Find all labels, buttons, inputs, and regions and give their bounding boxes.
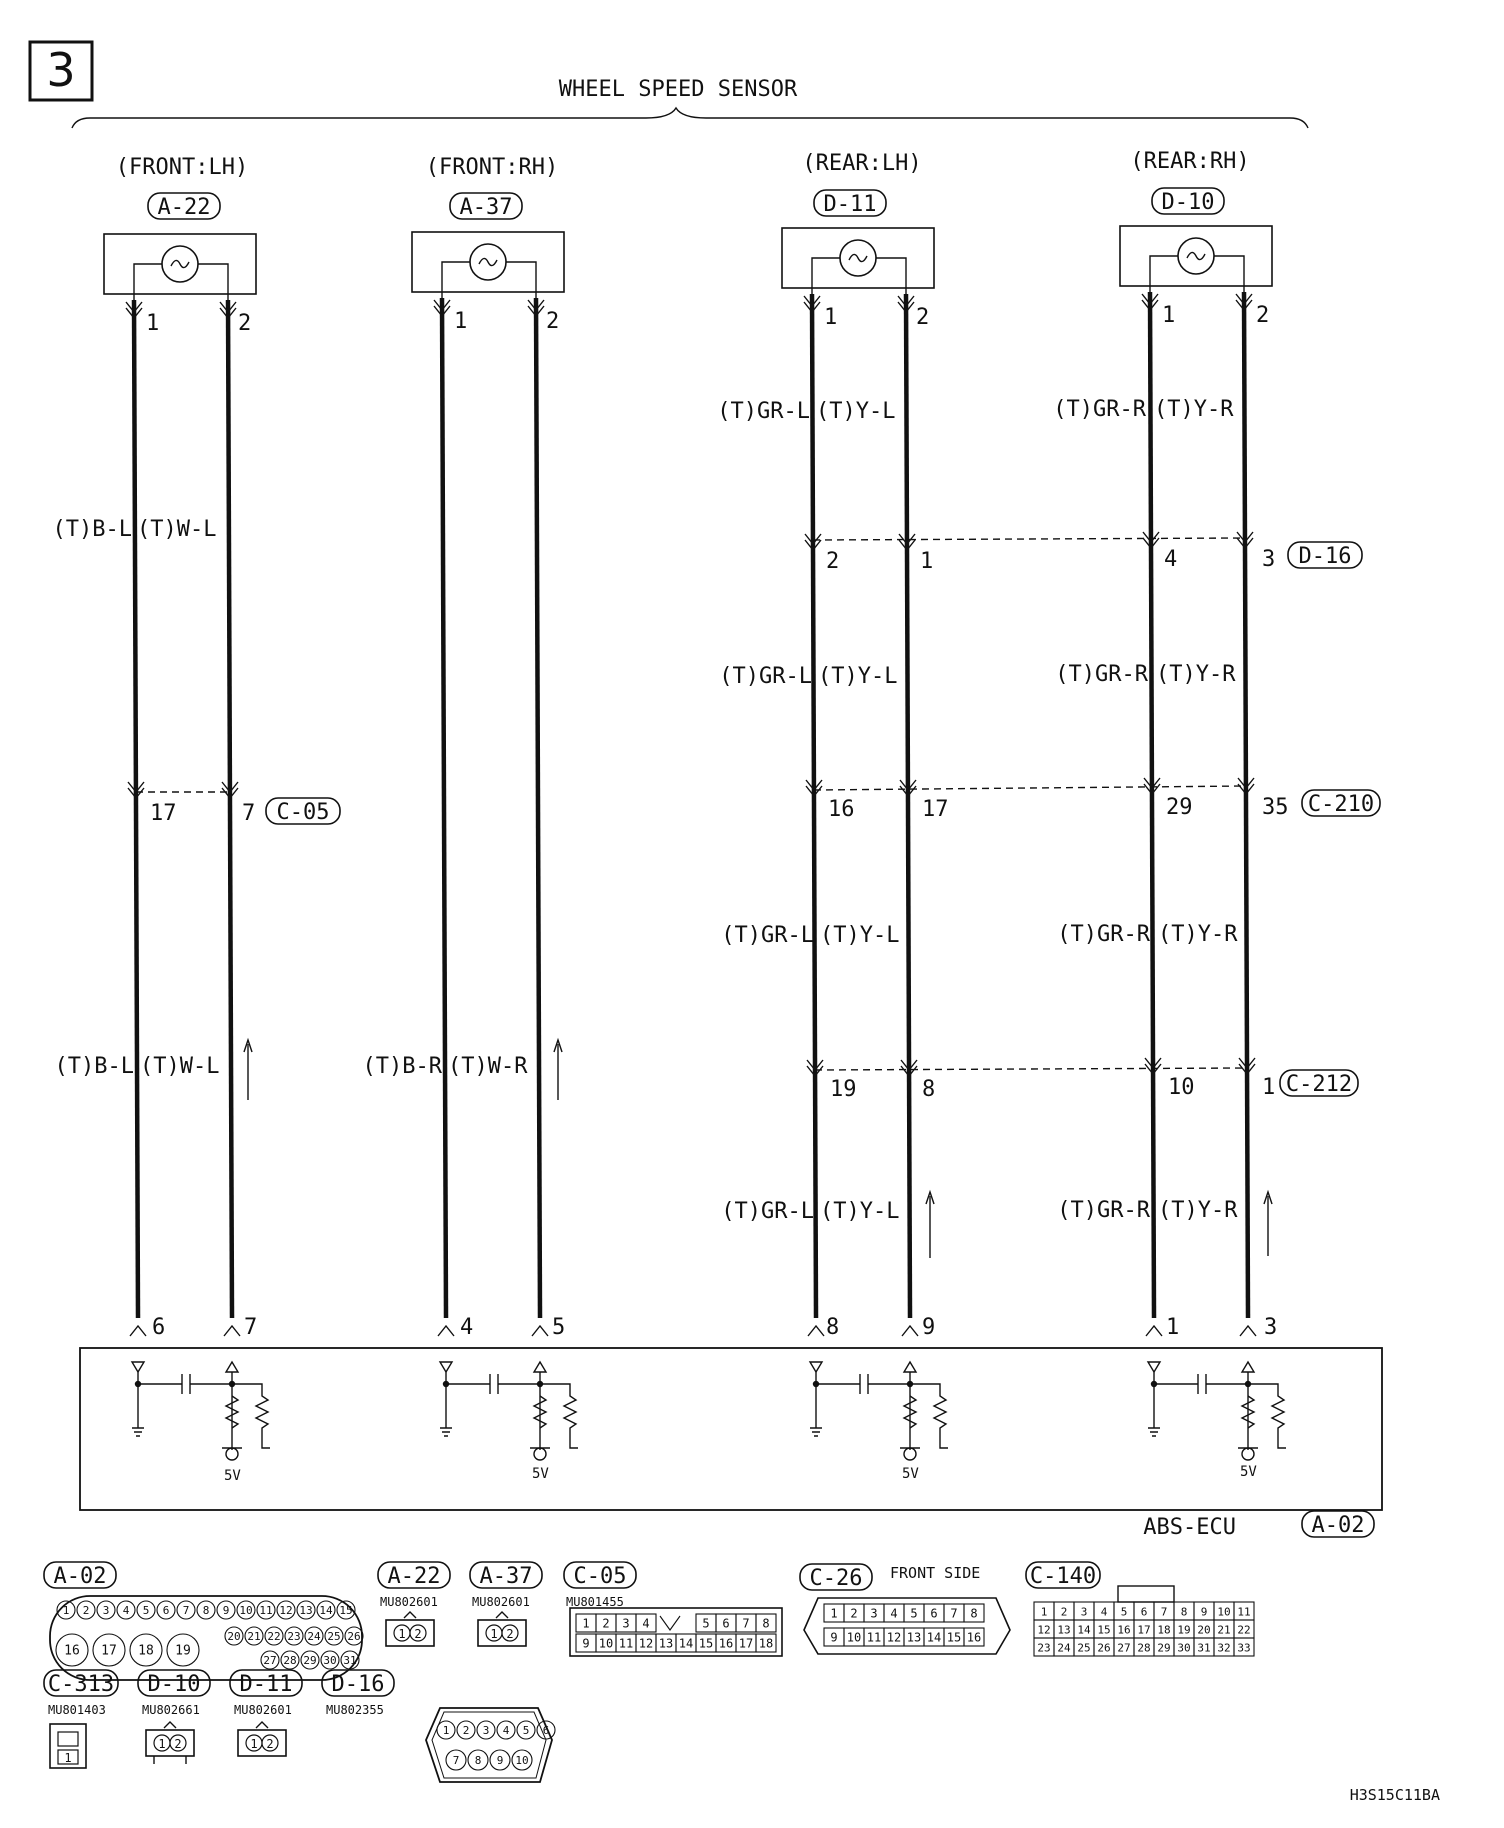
svg-text:18: 18 <box>1157 1623 1171 1637</box>
svg-text:6: 6 <box>722 1616 730 1631</box>
up-arrow-icon <box>1264 1192 1272 1256</box>
svg-text:1: 1 <box>64 1751 72 1765</box>
svg-text:3: 3 <box>482 1723 490 1737</box>
connector-id: C-05 <box>276 800 330 825</box>
svg-text:3: 3 <box>622 1616 630 1631</box>
svg-text:7: 7 <box>742 1616 750 1631</box>
svg-text:1: 1 <box>830 1606 838 1621</box>
svg-text:(T)W-R: (T)W-R <box>448 1054 528 1079</box>
svg-text:8: 8 <box>826 1315 840 1340</box>
svg-text:14: 14 <box>1077 1623 1091 1637</box>
svg-text:4: 4 <box>122 1603 130 1617</box>
svg-text:(T)GR-R: (T)GR-R <box>1057 922 1150 947</box>
svg-text:1: 1 <box>398 1627 406 1641</box>
sensor-box-rear-rh <box>1120 226 1272 292</box>
svg-text:9: 9 <box>222 1603 230 1617</box>
svg-text:15: 15 <box>946 1630 962 1645</box>
svg-text:11: 11 <box>866 1630 882 1645</box>
svg-text:11: 11 <box>259 1603 273 1617</box>
svg-text:D-16: D-16 <box>331 1672 385 1697</box>
svg-text:5: 5 <box>142 1603 150 1617</box>
svg-text:1: 1 <box>920 549 934 574</box>
svg-text:1: 1 <box>490 1627 498 1641</box>
svg-text:C-26: C-26 <box>809 1566 863 1591</box>
sensor-box-front-lh <box>104 234 256 300</box>
svg-text:13: 13 <box>1057 1623 1071 1637</box>
svg-text:1: 1 <box>62 1603 70 1617</box>
svg-text:7: 7 <box>242 801 256 826</box>
svg-text:17: 17 <box>1137 1623 1151 1637</box>
legend-a22 <box>378 1562 450 1646</box>
a02-pin-row <box>56 1634 199 1666</box>
up-arrow-icon <box>244 1040 252 1100</box>
sensor-rear-rh <box>1130 149 1249 215</box>
svg-text:1: 1 <box>1040 1605 1048 1619</box>
svg-text:5V: 5V <box>224 1468 241 1484</box>
svg-text:31: 31 <box>1197 1641 1211 1655</box>
junction-c05 <box>150 798 340 826</box>
svg-text:10: 10 <box>846 1630 862 1645</box>
a02-pin-row <box>261 1651 359 1669</box>
svg-text:1: 1 <box>250 1737 258 1751</box>
svg-text:5V: 5V <box>532 1466 549 1482</box>
svg-text:22: 22 <box>1237 1623 1251 1637</box>
diagram-title: WHEEL SPEED SENSOR <box>558 77 798 102</box>
legend-a02 <box>44 1562 363 1680</box>
svg-text:1: 1 <box>146 311 160 336</box>
svg-text:5: 5 <box>522 1723 530 1737</box>
svg-text:7: 7 <box>1160 1605 1168 1619</box>
sensor-name: (FRONT:RH) <box>425 155 559 180</box>
svg-text:(T)GR-R: (T)GR-R <box>1055 662 1148 687</box>
svg-text:4: 4 <box>1164 547 1178 572</box>
svg-text:24: 24 <box>307 1629 321 1643</box>
svg-text:C-05: C-05 <box>573 1564 627 1589</box>
svg-text:17: 17 <box>150 801 177 826</box>
svg-text:9: 9 <box>1200 1605 1208 1619</box>
svg-text:30: 30 <box>1177 1641 1191 1655</box>
connector-id: A-22 <box>157 195 211 220</box>
svg-text:7: 7 <box>950 1606 958 1621</box>
svg-text:1: 1 <box>1262 1075 1276 1100</box>
svg-text:9: 9 <box>582 1636 590 1651</box>
svg-text:19: 19 <box>175 1643 191 1659</box>
svg-text:C-313: C-313 <box>47 1672 115 1697</box>
svg-text:10: 10 <box>598 1636 614 1651</box>
svg-text:D-10: D-10 <box>147 1672 201 1697</box>
svg-text:(T)GR-R: (T)GR-R <box>1053 397 1146 422</box>
svg-text:MU802601: MU802601 <box>472 1595 530 1609</box>
svg-text:1: 1 <box>582 1616 590 1631</box>
wire-rear-rh-2 <box>1244 292 1248 1318</box>
svg-text:2: 2 <box>826 549 840 574</box>
svg-text:1: 1 <box>454 309 468 334</box>
legend-d10 <box>138 1670 210 1764</box>
svg-text:14: 14 <box>319 1603 333 1617</box>
drawing-code: H3S15C11BA <box>1349 1786 1440 1804</box>
svg-text:2: 2 <box>238 311 252 336</box>
connector-id: C-212 <box>1285 1072 1353 1097</box>
svg-text:(T)GR-R: (T)GR-R <box>1057 1198 1150 1223</box>
svg-text:11: 11 <box>618 1636 634 1651</box>
connector-id: A-37 <box>459 195 513 220</box>
svg-text:15: 15 <box>1097 1623 1111 1637</box>
svg-text:2: 2 <box>850 1606 858 1621</box>
svg-text:(T)GR-L: (T)GR-L <box>717 399 810 424</box>
svg-text:4: 4 <box>502 1723 510 1737</box>
svg-text:16: 16 <box>966 1630 982 1645</box>
svg-text:13: 13 <box>906 1630 922 1645</box>
section-number: 3 <box>46 43 76 97</box>
svg-text:3: 3 <box>870 1606 878 1621</box>
svg-text:18: 18 <box>758 1636 774 1651</box>
connector-legend <box>44 1562 1254 1782</box>
svg-text:A-02: A-02 <box>53 1564 107 1589</box>
svg-text:MU802601: MU802601 <box>380 1595 438 1609</box>
up-arrow-icon <box>926 1192 934 1258</box>
svg-text:26: 26 <box>1097 1641 1111 1655</box>
svg-text:4: 4 <box>642 1616 650 1631</box>
svg-text:14: 14 <box>678 1636 694 1651</box>
ecu-circuit-2 <box>440 1362 578 1460</box>
svg-text:(T)GR-L: (T)GR-L <box>721 923 814 948</box>
svg-text:29: 29 <box>303 1653 317 1667</box>
svg-text:20: 20 <box>227 1629 241 1643</box>
svg-text:12: 12 <box>1037 1623 1051 1637</box>
voltage-labels <box>224 1464 1257 1484</box>
legend-c26 <box>800 1564 1010 1654</box>
svg-text:28: 28 <box>283 1653 297 1667</box>
svg-text:5V: 5V <box>902 1466 919 1482</box>
ecu-circuit-3 <box>810 1362 948 1460</box>
svg-text:1: 1 <box>1162 303 1176 328</box>
svg-text:1: 1 <box>442 1723 450 1737</box>
svg-text:29: 29 <box>1166 795 1193 820</box>
svg-text:MU802601: MU802601 <box>234 1703 292 1717</box>
svg-text:1: 1 <box>824 305 838 330</box>
svg-text:2: 2 <box>174 1737 182 1751</box>
svg-text:10: 10 <box>239 1603 253 1617</box>
svg-text:(T)Y-L: (T)Y-L <box>818 664 898 689</box>
ecu-label: ABS-ECU <box>1143 1515 1236 1540</box>
svg-text:20: 20 <box>1197 1623 1211 1637</box>
svg-text:FRONT SIDE: FRONT SIDE <box>890 1564 981 1582</box>
sensor-name: (REAR:LH) <box>802 151 922 176</box>
svg-text:7: 7 <box>452 1753 460 1767</box>
svg-text:(T)Y-R: (T)Y-R <box>1156 662 1236 687</box>
svg-text:23: 23 <box>287 1629 301 1643</box>
wire-rear-lh-1 <box>812 294 816 1318</box>
connector-id: D-16 <box>1298 544 1352 569</box>
connector-id: D-11 <box>823 192 877 217</box>
svg-text:32: 32 <box>1217 1641 1231 1655</box>
svg-text:35: 35 <box>1262 795 1289 820</box>
svg-text:17: 17 <box>738 1636 754 1651</box>
sensor-front-lh <box>116 155 248 220</box>
svg-text:(T)Y-R: (T)Y-R <box>1154 397 1234 422</box>
svg-text:2: 2 <box>506 1627 514 1641</box>
svg-text:15: 15 <box>339 1603 353 1617</box>
svg-text:31: 31 <box>343 1653 357 1667</box>
legend-c313 <box>44 1670 118 1768</box>
svg-text:9: 9 <box>496 1753 504 1767</box>
svg-text:(T)B-R: (T)B-R <box>362 1054 442 1079</box>
legend-d16 <box>322 1670 555 1782</box>
svg-text:1: 1 <box>158 1737 166 1751</box>
svg-text:12: 12 <box>886 1630 902 1645</box>
svg-text:4: 4 <box>890 1606 898 1621</box>
svg-text:12: 12 <box>638 1636 654 1651</box>
connector-id: D-10 <box>1161 190 1215 215</box>
svg-text:MU802355: MU802355 <box>326 1703 384 1717</box>
svg-text:14: 14 <box>926 1630 942 1645</box>
up-arrow-icon <box>554 1040 562 1100</box>
svg-text:MU801403: MU801403 <box>48 1703 106 1717</box>
a02-pin-row <box>225 1627 363 1645</box>
svg-text:2: 2 <box>1060 1605 1068 1619</box>
legend-a37 <box>470 1562 542 1646</box>
sensor-name: (REAR:RH) <box>1130 149 1250 174</box>
svg-text:6: 6 <box>1140 1605 1148 1619</box>
svg-text:MU802661: MU802661 <box>142 1703 200 1717</box>
wire-front-lh-2 <box>228 300 232 1318</box>
svg-text:8: 8 <box>474 1753 482 1767</box>
svg-text:21: 21 <box>247 1629 261 1643</box>
svg-text:6: 6 <box>162 1603 170 1617</box>
svg-text:13: 13 <box>658 1636 674 1651</box>
svg-text:5: 5 <box>910 1606 918 1621</box>
svg-text:30: 30 <box>323 1653 337 1667</box>
a02-pin-row <box>57 1601 355 1619</box>
svg-text:A-22: A-22 <box>387 1564 441 1589</box>
svg-text:(T)GR-L: (T)GR-L <box>721 1199 814 1224</box>
svg-text:9: 9 <box>830 1630 838 1645</box>
svg-text:15: 15 <box>698 1636 714 1651</box>
wire-rear-rh-1 <box>1150 292 1154 1318</box>
svg-text:16: 16 <box>828 797 855 822</box>
svg-text:A-37: A-37 <box>479 1564 533 1589</box>
svg-text:22: 22 <box>267 1629 281 1643</box>
svg-text:1: 1 <box>1166 1315 1180 1340</box>
svg-text:8: 8 <box>970 1606 978 1621</box>
svg-text:(T)Y-R: (T)Y-R <box>1158 1198 1238 1223</box>
svg-text:(T)W-L: (T)W-L <box>140 1054 220 1079</box>
legend-c140 <box>1026 1562 1254 1656</box>
svg-text:(T)Y-L: (T)Y-L <box>820 1199 900 1224</box>
svg-text:16: 16 <box>1117 1623 1131 1637</box>
svg-text:MU801455: MU801455 <box>566 1595 624 1609</box>
svg-text:(T)Y-L: (T)Y-L <box>816 399 896 424</box>
svg-text:23: 23 <box>1037 1641 1051 1655</box>
svg-text:(T)GR-L: (T)GR-L <box>719 664 812 689</box>
title-brace <box>72 108 1308 128</box>
svg-text:10: 10 <box>1168 1075 1195 1100</box>
svg-text:17: 17 <box>101 1643 117 1659</box>
wire-front-rh-2 <box>536 298 540 1318</box>
svg-text:2: 2 <box>916 305 930 330</box>
svg-text:2: 2 <box>1256 303 1270 328</box>
svg-text:2: 2 <box>82 1603 90 1617</box>
svg-text:10: 10 <box>515 1753 529 1767</box>
svg-text:27: 27 <box>263 1653 277 1667</box>
svg-text:3: 3 <box>1080 1605 1088 1619</box>
svg-text:8: 8 <box>1180 1605 1188 1619</box>
svg-text:9: 9 <box>922 1315 936 1340</box>
sensor-front-rh <box>426 155 558 220</box>
svg-text:21: 21 <box>1217 1623 1231 1637</box>
svg-text:2: 2 <box>414 1627 422 1641</box>
svg-text:C-140: C-140 <box>1029 1564 1097 1589</box>
svg-text:24: 24 <box>1057 1641 1071 1655</box>
svg-text:13: 13 <box>299 1603 313 1617</box>
svg-text:2: 2 <box>266 1737 274 1751</box>
svg-text:2: 2 <box>546 309 560 334</box>
svg-text:6: 6 <box>542 1723 550 1737</box>
svg-text:28: 28 <box>1137 1641 1151 1655</box>
svg-text:2: 2 <box>602 1616 610 1631</box>
wire-front-lh-1 <box>134 300 138 1318</box>
sensor-rear-lh <box>802 151 921 217</box>
svg-text:18: 18 <box>138 1643 154 1659</box>
svg-text:25: 25 <box>327 1629 341 1643</box>
svg-text:19: 19 <box>830 1077 857 1102</box>
svg-text:10: 10 <box>1217 1605 1231 1619</box>
svg-text:12: 12 <box>279 1603 293 1617</box>
svg-text:3: 3 <box>1262 547 1276 572</box>
svg-text:17: 17 <box>922 797 949 822</box>
svg-text:16: 16 <box>64 1643 80 1659</box>
svg-text:2: 2 <box>462 1723 470 1737</box>
svg-text:3: 3 <box>1264 1315 1278 1340</box>
svg-text:8: 8 <box>922 1077 936 1102</box>
svg-text:4: 4 <box>1100 1605 1108 1619</box>
svg-text:(T)Y-R: (T)Y-R <box>1158 922 1238 947</box>
svg-text:8: 8 <box>202 1603 210 1617</box>
svg-text:11: 11 <box>1237 1605 1251 1619</box>
svg-text:7: 7 <box>182 1603 190 1617</box>
svg-text:26: 26 <box>347 1629 361 1643</box>
svg-text:4: 4 <box>460 1315 474 1340</box>
sensor-box-rear-lh <box>782 228 934 294</box>
svg-text:29: 29 <box>1157 1641 1171 1655</box>
ecu-connector-id: A-02 <box>1311 1513 1365 1538</box>
svg-text:(T)B-L: (T)B-L <box>52 517 132 542</box>
junction-c210 <box>828 790 1380 822</box>
sensor-box-front-rh <box>412 232 564 298</box>
svg-text:19: 19 <box>1177 1623 1191 1637</box>
abs-ecu-box <box>80 1348 1382 1510</box>
connector-id: C-210 <box>1307 792 1375 817</box>
svg-text:8: 8 <box>762 1616 770 1631</box>
legend-c05 <box>564 1562 782 1656</box>
ecu-circuit-4 <box>1148 1362 1286 1460</box>
sensor-name: (FRONT:LH) <box>115 155 249 180</box>
svg-text:(T)B-L: (T)B-L <box>54 1054 134 1079</box>
svg-text:5: 5 <box>1120 1605 1128 1619</box>
svg-text:7: 7 <box>244 1315 258 1340</box>
svg-text:16: 16 <box>718 1636 734 1651</box>
svg-text:5: 5 <box>552 1315 566 1340</box>
svg-text:(T)Y-L: (T)Y-L <box>820 923 900 948</box>
legend-d11 <box>230 1670 302 1756</box>
svg-text:5V: 5V <box>1240 1464 1257 1480</box>
svg-text:D-11: D-11 <box>239 1672 293 1697</box>
svg-text:27: 27 <box>1117 1641 1131 1655</box>
svg-text:6: 6 <box>930 1606 938 1621</box>
svg-text:25: 25 <box>1077 1641 1091 1655</box>
svg-text:33: 33 <box>1237 1641 1251 1655</box>
svg-text:3: 3 <box>102 1603 110 1617</box>
ecu-circuit-1 <box>132 1362 270 1460</box>
ecu-pin-labels <box>152 1315 1277 1340</box>
svg-text:6: 6 <box>152 1315 166 1340</box>
wire-rear-lh-2 <box>906 294 910 1318</box>
wire-front-rh-1 <box>442 298 446 1318</box>
svg-text:5: 5 <box>702 1616 710 1631</box>
svg-text:(T)W-L: (T)W-L <box>137 517 217 542</box>
sensor-pin-labels <box>146 303 1269 336</box>
